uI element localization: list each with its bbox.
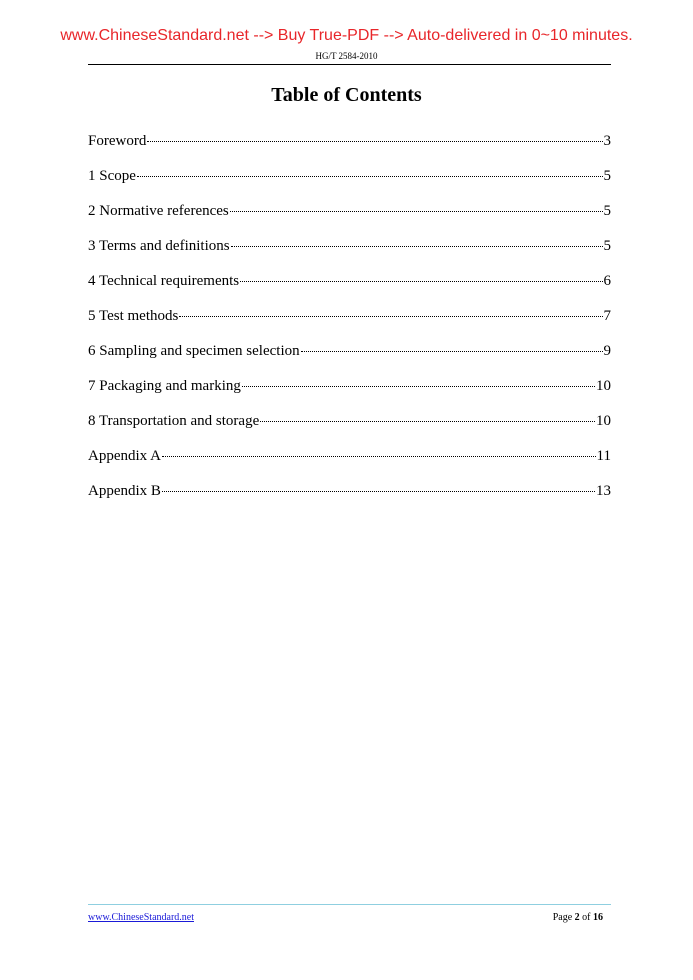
toc-dot-leader (179, 316, 602, 317)
toc-entry-label: 3 Terms and definitions (88, 238, 230, 254)
toc-entry-normative-references[interactable] (88, 203, 611, 238)
toc-entry-sampling[interactable] (88, 343, 611, 378)
toc-entry-label: 4 Technical requirements (88, 273, 240, 289)
toc-entry-page: 5 (603, 168, 611, 184)
toc-entry-technical-requirements[interactable] (88, 273, 611, 308)
toc-entry-page: 3 (603, 133, 611, 149)
toc-entry-test-methods[interactable] (88, 308, 611, 343)
toc-dot-leader (230, 211, 603, 212)
toc-entry-appendix-a[interactable] (88, 448, 611, 483)
document-code: HG/T 2584-2010 (315, 51, 378, 61)
toc-entry-page: 13 (596, 483, 611, 499)
page-number (553, 912, 603, 923)
toc-entry-page: 9 (603, 343, 611, 359)
page-title: Table of Contents (271, 84, 422, 106)
toc-entry-label: 8 Transportation and storage (88, 413, 260, 429)
toc-entry-page: 10 (596, 413, 611, 429)
toc-entry-page: 6 (603, 273, 611, 289)
header-divider (88, 64, 611, 65)
toc-entry-label: 6 Sampling and specimen selection (88, 343, 300, 359)
toc-dot-leader (240, 281, 602, 282)
toc-entry-appendix-b[interactable] (88, 483, 611, 518)
page-current: 2 (574, 912, 580, 923)
toc-entry-transportation-and-storage[interactable] (88, 413, 611, 448)
toc-entry-page: 11 (596, 448, 611, 464)
toc-entry-page: 5 (603, 238, 611, 254)
toc-dot-leader (301, 351, 603, 352)
toc-dot-leader (242, 386, 595, 387)
toc-entry-page: 7 (603, 308, 611, 324)
toc-entry-packaging-and-marking[interactable] (88, 378, 611, 413)
footer-divider (88, 904, 611, 905)
toc-entry-terms-and-definitions[interactable] (88, 238, 611, 273)
toc-entry-label: Appendix B (88, 483, 161, 499)
toc-entry-label: Foreword (88, 133, 147, 149)
banner-link[interactable]: www.ChineseStandard.net --> Buy True-PDF --> Auto-delivered in 0~10 minutes. (60, 27, 633, 44)
toc-dot-leader (147, 141, 602, 142)
footer-website-link[interactable]: www.ChineseStandard.net (88, 912, 194, 923)
page-prefix: Page (552, 912, 573, 923)
toc-entry-label: 1 Scope (88, 168, 136, 184)
toc-entry-page: 10 (596, 378, 611, 394)
page-of: of (582, 912, 591, 923)
toc-entry-scope[interactable] (88, 168, 611, 203)
toc-entry-label: 7 Packaging and marking (88, 378, 241, 394)
toc-dot-leader (162, 491, 595, 492)
toc-entry-label: 2 Normative references (88, 203, 229, 219)
toc-entry-label: 5 Test methods (88, 308, 179, 324)
toc-dot-leader (162, 456, 596, 457)
toc-dot-leader (260, 421, 595, 422)
toc-dot-leader (231, 246, 603, 247)
toc-dot-leader (137, 176, 603, 177)
table-of-contents (88, 133, 611, 518)
page-total: 16 (593, 912, 603, 923)
toc-entry-label: Appendix A (88, 448, 161, 464)
toc-entry-foreword[interactable] (88, 133, 611, 168)
toc-entry-page: 5 (603, 203, 611, 219)
